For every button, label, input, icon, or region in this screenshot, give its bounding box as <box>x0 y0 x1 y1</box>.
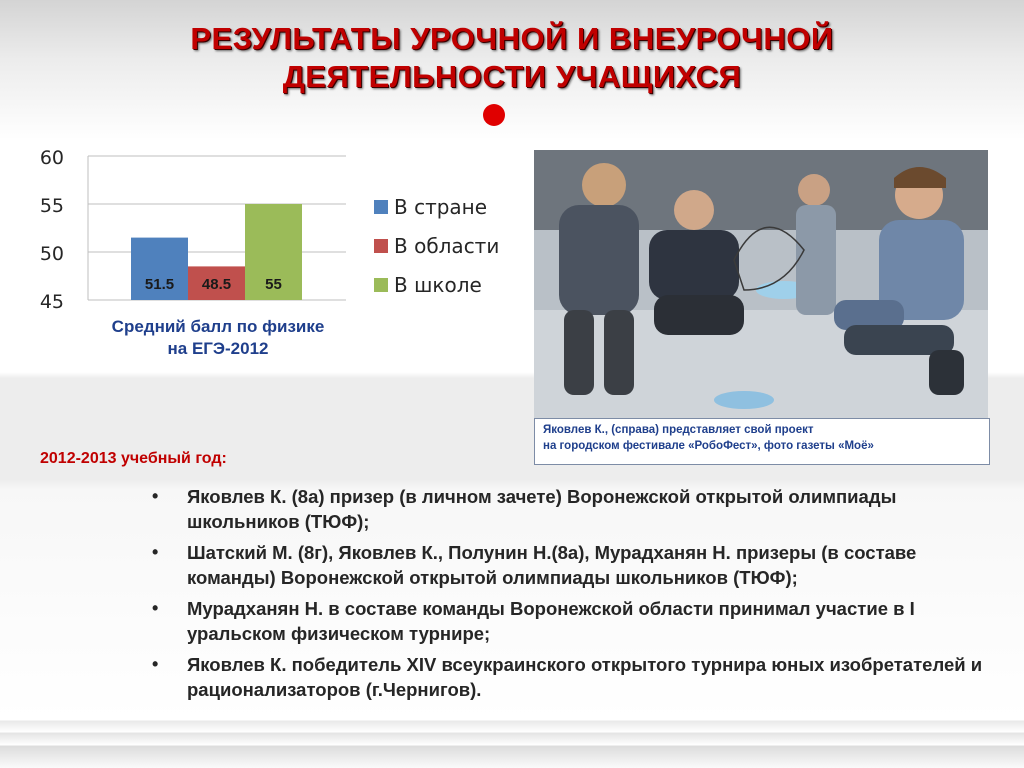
achievement-text: Яковлев К. (8а) призер (в личном зачете) Воронежской открытой олимпиады школьников (ТЮФ); <box>187 486 897 532</box>
bullet-icon: • <box>152 542 159 562</box>
legend-label: В школе <box>394 273 482 297</box>
chart-caption <box>90 316 346 360</box>
data-label: 51.5 <box>144 276 175 293</box>
achievement-item <box>150 652 990 702</box>
achievement-text: Шатский М. (8г), Яковлев К., Полунин Н.(8а), Мурадханян Н. призеры (в составе команды) Воронежской открытой олимпиады школьников (ТЮФ); <box>187 542 917 588</box>
slide-title <box>0 20 1024 96</box>
red-dot-icon <box>483 104 505 126</box>
photo-caption-line-2: на городском фестивале «РобоФест», фото газеты «Моё» <box>543 440 874 452</box>
y-tick-label: 45 <box>39 291 64 313</box>
legend-swatch <box>374 239 388 253</box>
achievement-item <box>150 596 990 646</box>
achievement-text: Яковлев К. победитель XIV всеукраинского открытого турнира юных изобретателей и рационализаторов (г.Чернигов). <box>187 654 983 700</box>
achievement-text: Мурадханян Н. в составе команды Воронежской области принимал участие в I уральском физическом турнире; <box>187 598 915 644</box>
slide-title-line-2: ДЕЯТЕЛЬНОСТИ УЧАЩИХСЯ <box>282 59 742 94</box>
y-tick-label: 50 <box>39 243 64 265</box>
y-tick-label: 55 <box>39 195 64 217</box>
legend-label: В области <box>394 234 500 258</box>
chart-caption-line-2: на ЕГЭ-2012 <box>167 339 269 358</box>
data-label: 55 <box>265 276 282 293</box>
festival-photo <box>534 150 988 418</box>
school-year-label: 2012-2013 учебный год: <box>40 450 227 467</box>
y-tick-label: 60 <box>39 147 64 169</box>
festival-photo-illustration <box>534 150 988 418</box>
bullet-icon: • <box>152 598 159 618</box>
achievements-list <box>150 484 990 708</box>
chart-caption-line-1: Средний балл по физике <box>111 317 325 336</box>
photo-caption <box>534 418 990 465</box>
legend-label: В стране <box>394 195 488 219</box>
achievement-item <box>150 540 990 590</box>
bullet-icon: • <box>152 486 159 506</box>
legend-swatch <box>374 200 388 214</box>
bar-chart <box>0 130 520 320</box>
slide-title-line-1: РЕЗУЛЬТАТЫ УРОЧНОЙ И ВНЕУРОЧНОЙ <box>190 21 834 56</box>
legend-swatch <box>374 278 388 292</box>
bullet-icon: • <box>152 654 159 674</box>
photo-caption-line-1: Яковлев К., (справа) представляет свой проект <box>543 424 814 436</box>
achievement-item <box>150 484 990 534</box>
data-label: 48.5 <box>201 276 232 293</box>
